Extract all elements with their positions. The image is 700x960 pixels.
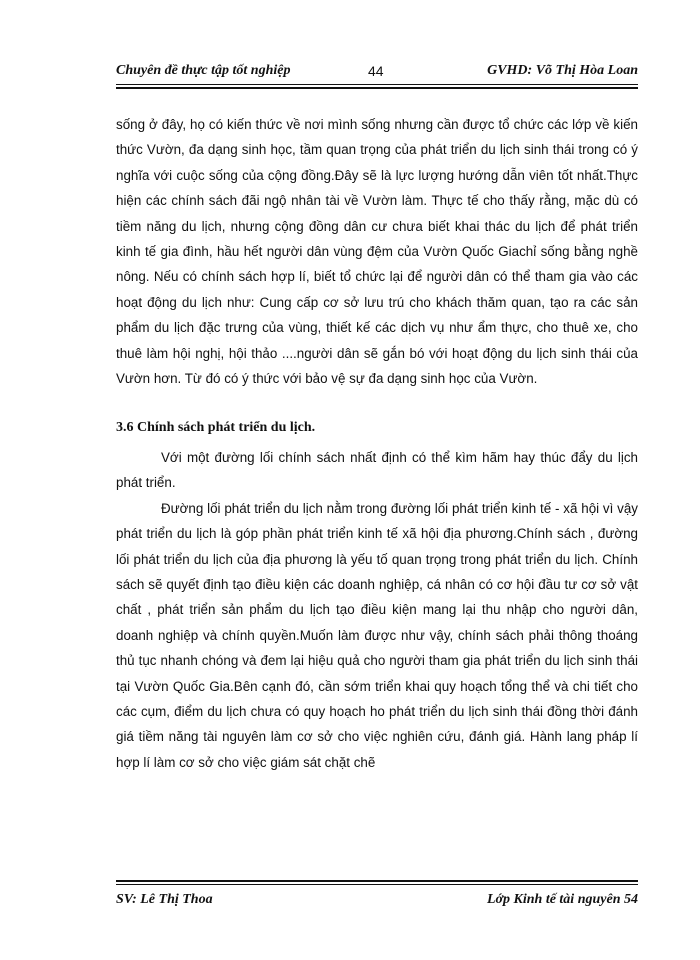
- body-paragraph-3: Đường lối phát triển du lịch nằm trong đường lối phát triển kinh tế - xã hội vì vậy phát triển du lịch là góp phần phát triển kinh tế xã hội địa phương.Chính sách , đường lối phát triển du lịch của địa phương là yếu tố quan trọng trong phát triển du lịch. Chính sách sẽ quyết định tạo điều kiện các doanh nghiệp, cá nhân có cơ hội đầu tư cơ sở vật chất , phát triển sản phẩm du lịch tạo điều kiện mang lại thu nhập cho người dân, doanh nghiệp và chính quyền.Muốn làm được như vậy, chính sách phải thông thoáng thủ tục nhanh chóng và đem lại hiệu quả cho người tham gia phát triển du lịch sinh thái tại Vườn Quốc Gia.Bên cạnh đó, cần sớm triển khai quy hoạch tổng thể và chi tiết cho các cụm, điểm du lịch chưa có quy hoạch ho phát triển du lịch sinh thái đồng thời đánh giá tiềm năng tài nguyên làm cơ sở cho việc nghiên cứu, đánh giá. Hành lang pháp lí hợp lí làm cơ sở cho việc giám sát chặt chẽ: [116, 500, 638, 770]
- header-supervisor: GVHD: Võ Thị Hòa Loan: [487, 63, 638, 78]
- page-header: [116, 63, 638, 85]
- page-body: [116, 112, 638, 775]
- header-page-number: 44: [368, 63, 384, 79]
- body-paragraph-2: Với một đường lối chính sách nhất định có thể kìm hãm hay thúc đẩy du lịch phát triển.: [116, 449, 638, 491]
- footer-divider: [116, 880, 638, 885]
- header-document-title: Chuyên đề thực tập tốt nghiệp: [116, 63, 291, 78]
- body-paragraph-1: sống ở đây, họ có kiến thức về nơi mình sống nhưng cần được tổ chức các lớp về kiến thức Vườn, đa dạng sinh học, tầm quan trọng của phát triển du lịch sinh thái trong có ý nghĩa với cuộc sống của cộng đồng.Đây sẽ là lực lượng hướng dẫn viên tốt nhất.Thực hiện các chính sách đãi ngộ nhân tài về Vườn làm. Thực tế cho thấy rằng, mặc dù có tiềm năng du lịch, nhưng cộng đồng dân cư chưa biết khai thác du lịch để phát triển kinh tế gia đình, hầu hết người dân vùng đệm của Vườn Quốc Giachỉ sống bằng nghề nông. Nếu có chính sách hợp lí, biết tổ chức lại để người dân có thể tham gia vào các hoạt động du lịch như: Cung cấp cơ sở lưu trú cho khách thăm quan, tạo ra các sản phẩm du lịch đặc trưng của vùng, thiết kế các dịch vụ như ẩm thực, cho thuê xe, cho thuê làm hội nghị, hội thảo ....người dân sẽ gắn bó với hoạt động du lịch sinh thái của Vườn hơn. Từ đó có ý thức với bảo vệ sự đa dạng sinh học của Vườn.: [116, 117, 638, 387]
- section-heading: 3.6 Chính sách phát triển du lịch.: [116, 420, 316, 436]
- footer-student: SV: Lê Thị Thoa: [116, 892, 213, 907]
- footer-class: Lớp Kinh tế tài nguyên 54: [486, 892, 638, 907]
- header-divider: [116, 84, 638, 89]
- page-footer: [116, 892, 638, 912]
